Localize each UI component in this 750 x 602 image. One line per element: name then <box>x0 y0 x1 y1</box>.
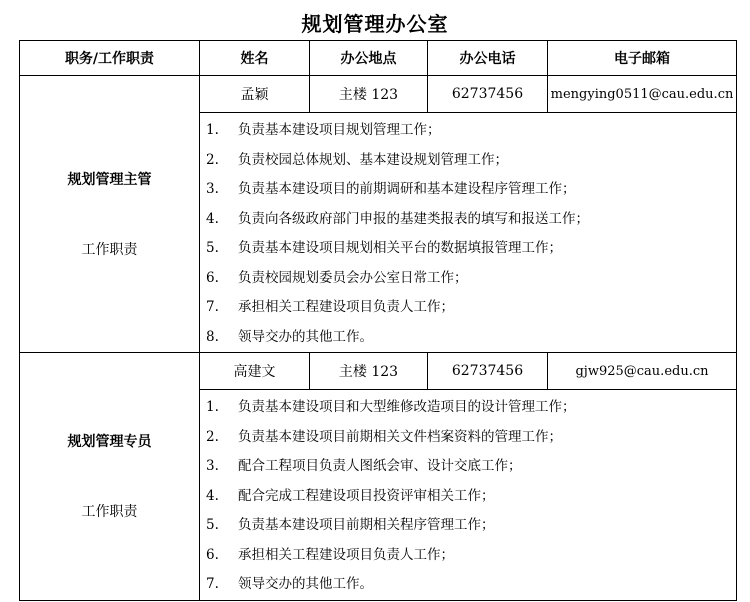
duty-text: 承担相关工程建设项目负责人工作； <box>238 546 454 563</box>
duty-text: 负责基本建设项目前期相关文件档案资料的管理工作； <box>238 428 562 445</box>
duty-text: 负责校园规划委员会办公室日常工作； <box>238 269 468 286</box>
duty-text: 负责基本建设项目的前期调研和基本建设程序管理工作； <box>238 181 576 197</box>
duty-number: 3. <box>206 458 219 474</box>
duty-text: 配合完成工程建设项目投资评审相关工作； <box>238 487 495 504</box>
header-email: 电子邮箱 <box>548 41 737 76</box>
duty-number: 1. <box>206 122 219 138</box>
duty-text: 负责基本建设项目和大型维修改造项目的设计管理工作； <box>238 399 576 415</box>
duty-number: 1. <box>206 399 219 415</box>
header-phone: 办公电话 <box>428 41 548 76</box>
duty-item <box>206 393 736 423</box>
email-address[interactable]: mengying0511@cau.edu.cn <box>548 76 737 113</box>
staff-info-row <box>20 353 737 390</box>
duty-text: 负责基本建设项目规划相关平台的数据填报管理工作； <box>238 240 562 256</box>
header-location: 办公地点 <box>310 41 428 76</box>
duty-item <box>206 482 736 512</box>
staff-name: 孟颖 <box>200 76 310 113</box>
staff-table <box>19 40 737 601</box>
duty-number: 5. <box>206 240 219 256</box>
role-cell <box>20 76 200 353</box>
duty-number: 3. <box>206 181 219 197</box>
duties-cell <box>200 390 737 601</box>
role-cell <box>20 353 200 601</box>
header-row <box>20 41 737 76</box>
office-location: 主楼 123 <box>310 353 428 390</box>
header-role: 职务/工作职责 <box>20 41 200 76</box>
staff-info-row <box>20 76 737 113</box>
duty-item <box>206 452 736 482</box>
staff-name: 高建文 <box>200 353 310 390</box>
duty-item <box>206 264 736 294</box>
duty-text: 负责基本建设项目规划管理工作； <box>238 122 441 138</box>
duty-label: 工作职责 <box>81 242 138 258</box>
header-name: 姓名 <box>200 41 310 76</box>
duty-number: 7. <box>206 576 219 592</box>
email-address[interactable]: gjw925@cau.edu.cn <box>548 353 737 390</box>
office-phone: 62737456 <box>428 353 548 390</box>
duty-item <box>206 570 736 600</box>
duty-item <box>206 205 736 235</box>
duty-item <box>206 511 736 541</box>
duty-number: 2. <box>206 428 219 445</box>
duty-number: 4. <box>206 487 219 504</box>
office-location: 主楼 123 <box>310 76 428 113</box>
duty-number: 7. <box>206 299 219 315</box>
duty-number: 2. <box>206 151 219 168</box>
duty-item <box>206 175 736 205</box>
duty-item <box>206 146 736 176</box>
duty-item <box>206 423 736 453</box>
duty-text: 负责基本建设项目前期相关程序管理工作； <box>238 517 495 533</box>
duty-text: 领导交办的其他工作。 <box>238 328 373 345</box>
duty-text: 负责校园总体规划、基本建设规划管理工作； <box>238 151 508 168</box>
office-phone: 62737456 <box>428 76 548 113</box>
duty-text: 承担相关工程建设项目负责人工作； <box>238 299 454 315</box>
duties-list <box>206 116 736 352</box>
duty-text: 负责向各级政府部门申报的基建类报表的填写和报送工作； <box>238 210 589 227</box>
duty-text: 配合工程项目负责人图纸会审、设计交底工作； <box>238 458 522 474</box>
duty-number: 4. <box>206 210 219 227</box>
duty-number: 5. <box>206 517 219 533</box>
duties-list <box>206 393 736 600</box>
role-title: 规划管理专员 <box>67 434 152 451</box>
duty-number: 6. <box>206 269 219 286</box>
duty-item <box>206 234 736 264</box>
duty-label: 工作职责 <box>81 504 138 521</box>
role-title: 规划管理主管 <box>67 172 152 188</box>
duty-item <box>206 293 736 323</box>
duty-item <box>206 541 736 571</box>
duty-number: 8. <box>206 328 219 345</box>
page-title: 规划管理办公室 <box>301 12 449 36</box>
duty-item <box>206 323 736 353</box>
duty-number: 6. <box>206 546 219 563</box>
duty-text: 领导交办的其他工作。 <box>238 576 373 592</box>
duty-item <box>206 116 736 146</box>
duties-cell <box>200 113 737 353</box>
